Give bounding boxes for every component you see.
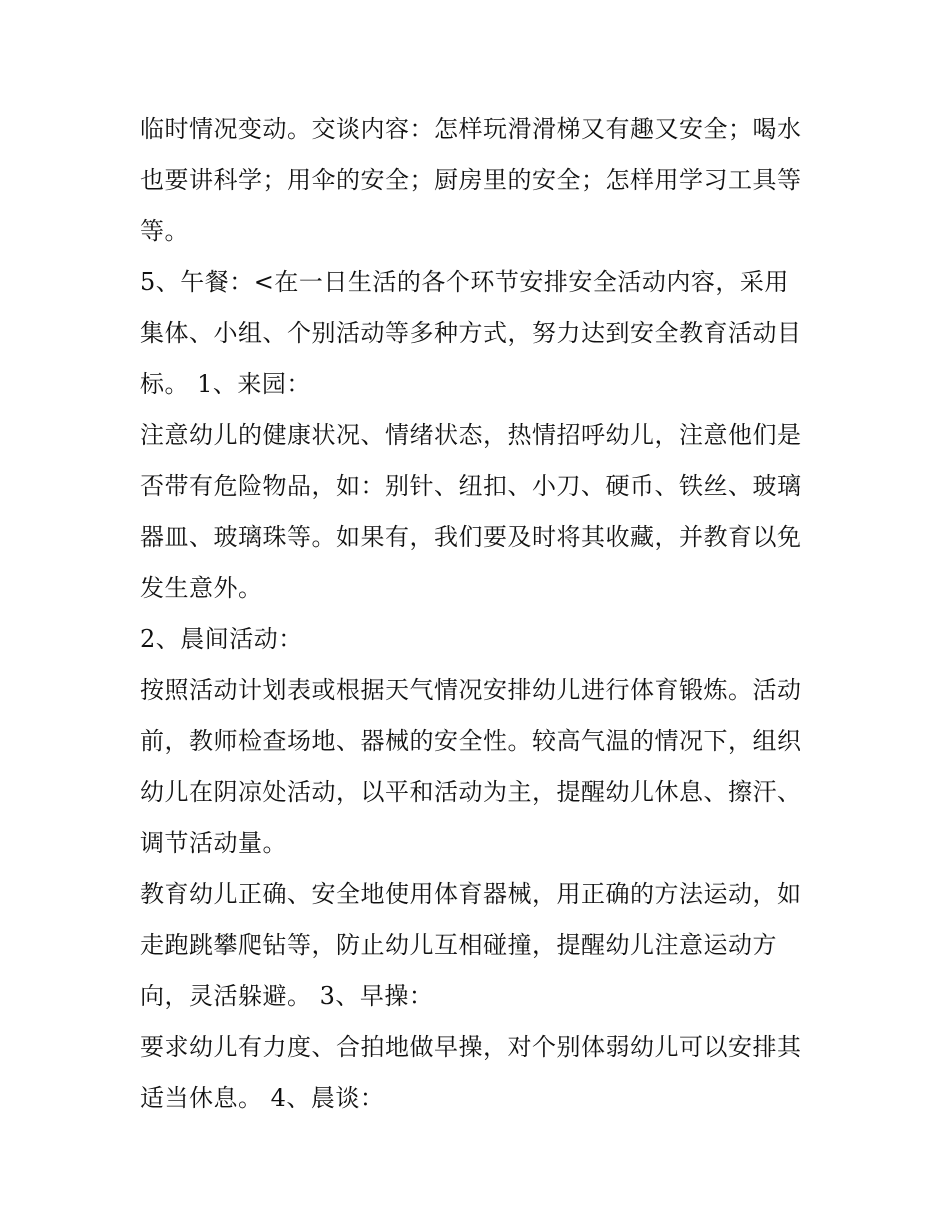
text-line: 等。	[140, 217, 189, 245]
text-line: 向，灵活躲避。 3、早操：	[140, 982, 434, 1010]
document-body	[140, 104, 820, 1124]
text-line: 5、午餐：<在一日生活的各个环节安排安全活动内容，采用	[140, 268, 789, 296]
text-line: 发生意外。	[140, 574, 263, 602]
text-line: 临时情况变动。交谈内容：怎样玩滑滑梯又有趣又安全；喝水	[140, 115, 802, 143]
text-line: 教育幼儿正确、安全地使用体育器械，用正确的方法运动，如	[140, 880, 802, 908]
text-line: 标。 1、来园：	[140, 370, 311, 398]
text-line: 幼儿在阴凉处活动，以平和活动为主，提醒幼儿休息、擦汗、	[140, 778, 802, 806]
text-line: 否带有危险物品，如：别针、纽扣、小刀、硬币、铁丝、玻璃	[140, 472, 802, 500]
text-line: 调节活动量。	[140, 829, 287, 857]
text-line: 前，教师检查场地、器械的安全性。较高气温的情况下，组织	[140, 727, 802, 755]
text-line: 2、晨间活动：	[140, 625, 303, 653]
text-line: 适当休息。 4、晨谈：	[140, 1084, 385, 1112]
text-line: 要求幼儿有力度、合拍地做早操，对个别体弱幼儿可以安排其	[140, 1033, 802, 1061]
text-line: 也要讲科学；用伞的安全；厨房里的安全；怎样用学习工具等	[140, 166, 802, 194]
text-line: 器皿、玻璃珠等。如果有，我们要及时将其收藏，并教育以免	[140, 523, 802, 551]
text-line: 走跑跳攀爬钻等，防止幼儿互相碰撞，提醒幼儿注意运动方	[140, 931, 777, 959]
text-line: 注意幼儿的健康状况、情绪状态，热情招呼幼儿，注意他们是	[140, 421, 802, 449]
text-line: 集体、小组、个别活动等多种方式，努力达到安全教育活动目	[140, 319, 802, 347]
text-line: 按照活动计划表或根据天气情况安排幼儿进行体育锻炼。活动	[140, 676, 802, 704]
